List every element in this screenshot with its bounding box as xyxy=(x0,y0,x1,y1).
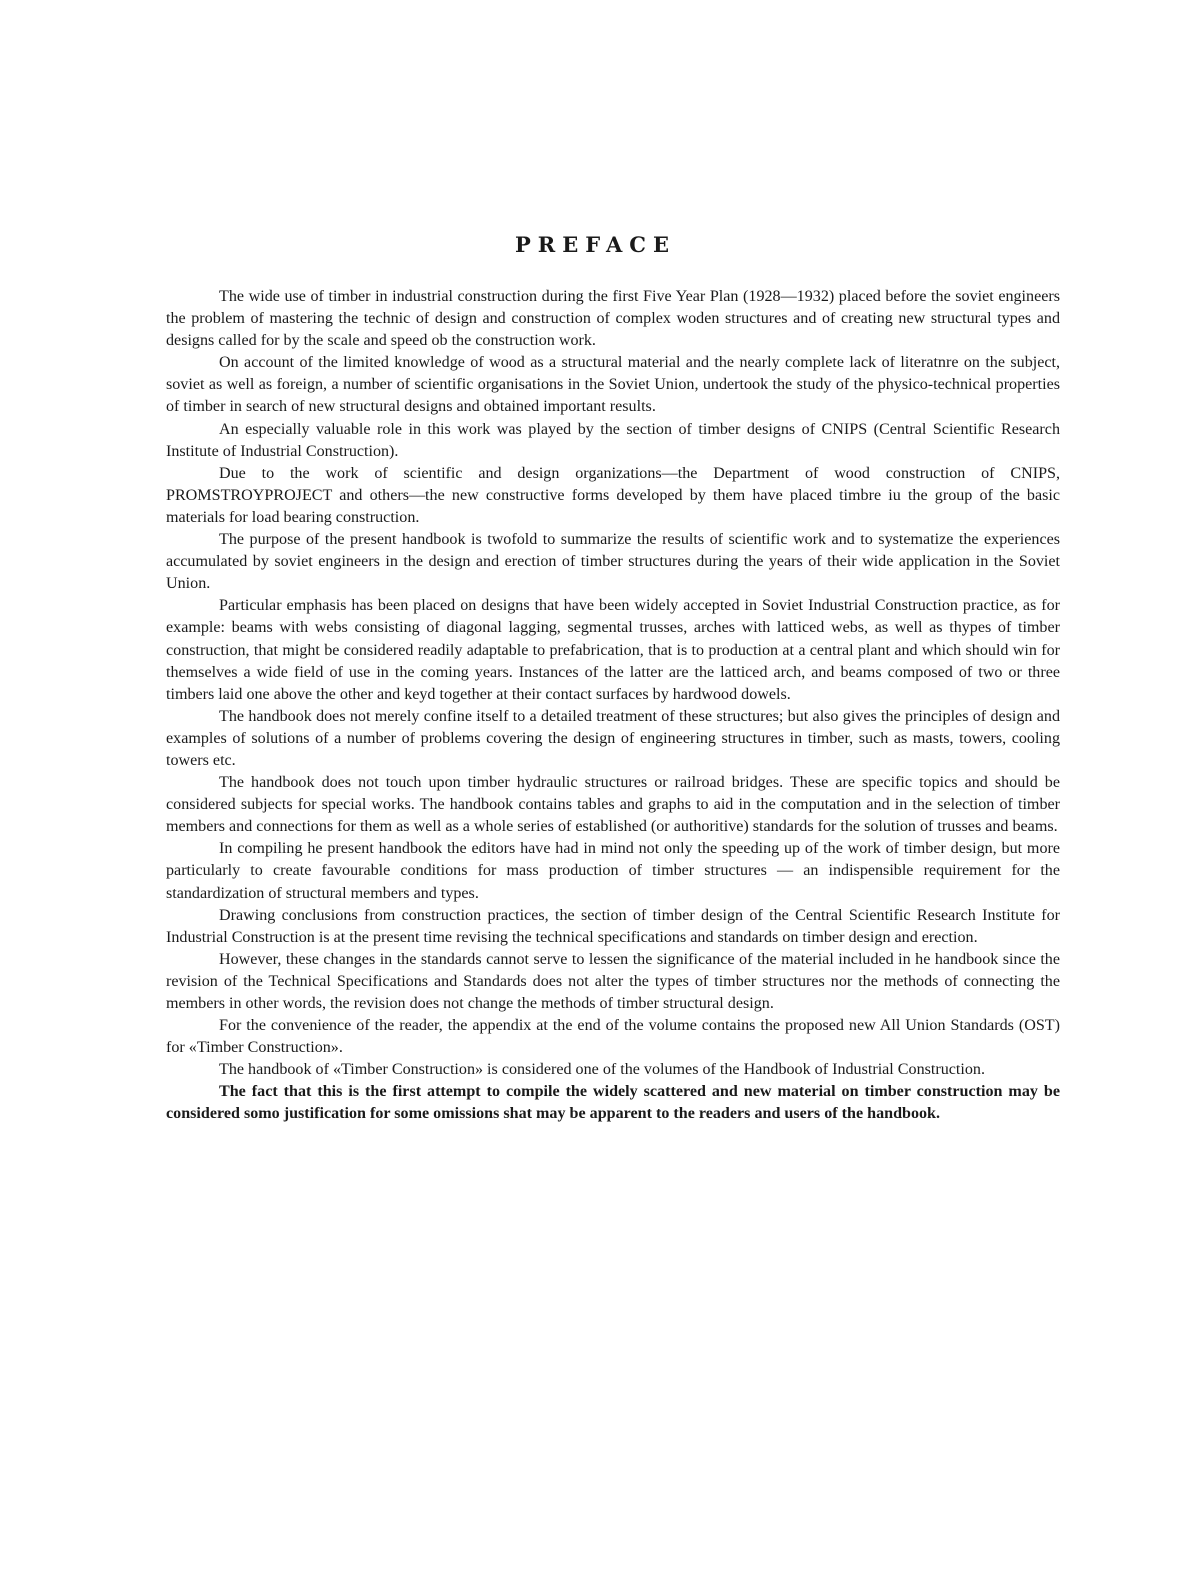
paragraph: The fact that this is the first attempt to compile the widely scattered and new material on timber construction may be considered somo justification for some omissions shat may be apparent to the readers and users of the handbook. xyxy=(166,1083,1060,1123)
paragraph: The wide use of timber in industrial construction during the first Five Year Plan (1928—1932) placed before the soviet engineers the problem of mastering the technic of design and construction of complex woden structures and of creating new structural types and designs called for by the scale and speed ob the construction work. xyxy=(166,288,1060,350)
preface-body xyxy=(166,286,1060,1126)
paragraph: The purpose of the present handbook is twofold to summarize the results of scientific work and to systematize the experiences accumulated by soviet engineers in the design and erection of timber structures during the years of their wide application in the Soviet Union. xyxy=(166,531,1060,593)
paragraph: Particular emphasis has been placed on designs that have been widely accepted in Soviet Industrial Construction practice, as for example: beams with webs consisting of diagonal lagging, segmental trusses, arches with latticed webs, as well as thypes of timber construction, that might be considered readily adaptable to prefabrication, that is to production at a central plant and which should win for themselves a wide field of use in the coming years. Instances of the latter are the latticed arch, and beams composed of two or three timbers laid one above the other and keyd together at their contact surfaces by hardwood dowels. xyxy=(166,597,1060,703)
paragraph: Due to the work of scientific and design organizations—the Department of wood construction of CNIPS, PROMSTROYPROJECT and others—the new constructive forms developed by them have placed timbre iu the group of the basic materials for load bearing construction. xyxy=(166,464,1060,526)
paragraph: In compiling he present handbook the editors have had in mind not only the speeding up of the work of timber design, but more particularly to create favourable conditions for mass production of timber structures — an indispensible requirement for the standardization of structural members and types. xyxy=(166,840,1060,902)
page-title: PREFACE xyxy=(515,232,676,257)
paragraph: The handbook of «Timber Construction» is considered one of the volumes of the Handbook of Industrial Construction. xyxy=(219,1061,985,1079)
paragraph: On account of the limited knowledge of wood as a structural material and the nearly complete lack of literatnre on the subject, soviet as well as foreign, a number of scientific organisations in the Soviet Union, undertook the study of the physico-technical properties of timber in search of new structural designs and obtained important results. xyxy=(166,354,1060,416)
paragraph: However, these changes in the standards cannot serve to lessen the significance of the material included in he handbook since the revision of the Technical Specifications and Standards does not alter the types of timber structures nor the methods of connecting the members in other words, the revision does not change the methods of timber structural design. xyxy=(166,950,1060,1012)
paragraph: An especially valuable role in this work was played by the section of timber designs of CNIPS (Central Scientific Research Institute of Industrial Construction). xyxy=(166,420,1060,460)
paragraph: The handbook does not merely confine itself to a detailed treatment of these structures; but also gives the principles of design and examples of solutions of a number of problems covering the design of engineering structures in timber, such as masts, towers, cooling towers etc. xyxy=(166,707,1060,769)
paragraph: For the convenience of the reader, the appendix at the end of the volume contains the proposed new All Union Standards (OST) for «Timber Construction». xyxy=(166,1017,1060,1057)
paragraph: Drawing conclusions from construction practices, the section of timber design of the Central Scientific Research Institute for Industrial Construction is at the present time revising the technical specifications and standards on timber design and erection. xyxy=(166,906,1060,946)
paragraph: The handbook does not touch upon timber hydraulic structures or railroad bridges. These are specific topics and should be considered subjects for special works. The handbook contains tables and graphs to aid in the computation and in the selection of timber members and connections for them as well as a whole series of established (or authoritive) standards for the solution of trusses and beams. xyxy=(166,774,1060,836)
